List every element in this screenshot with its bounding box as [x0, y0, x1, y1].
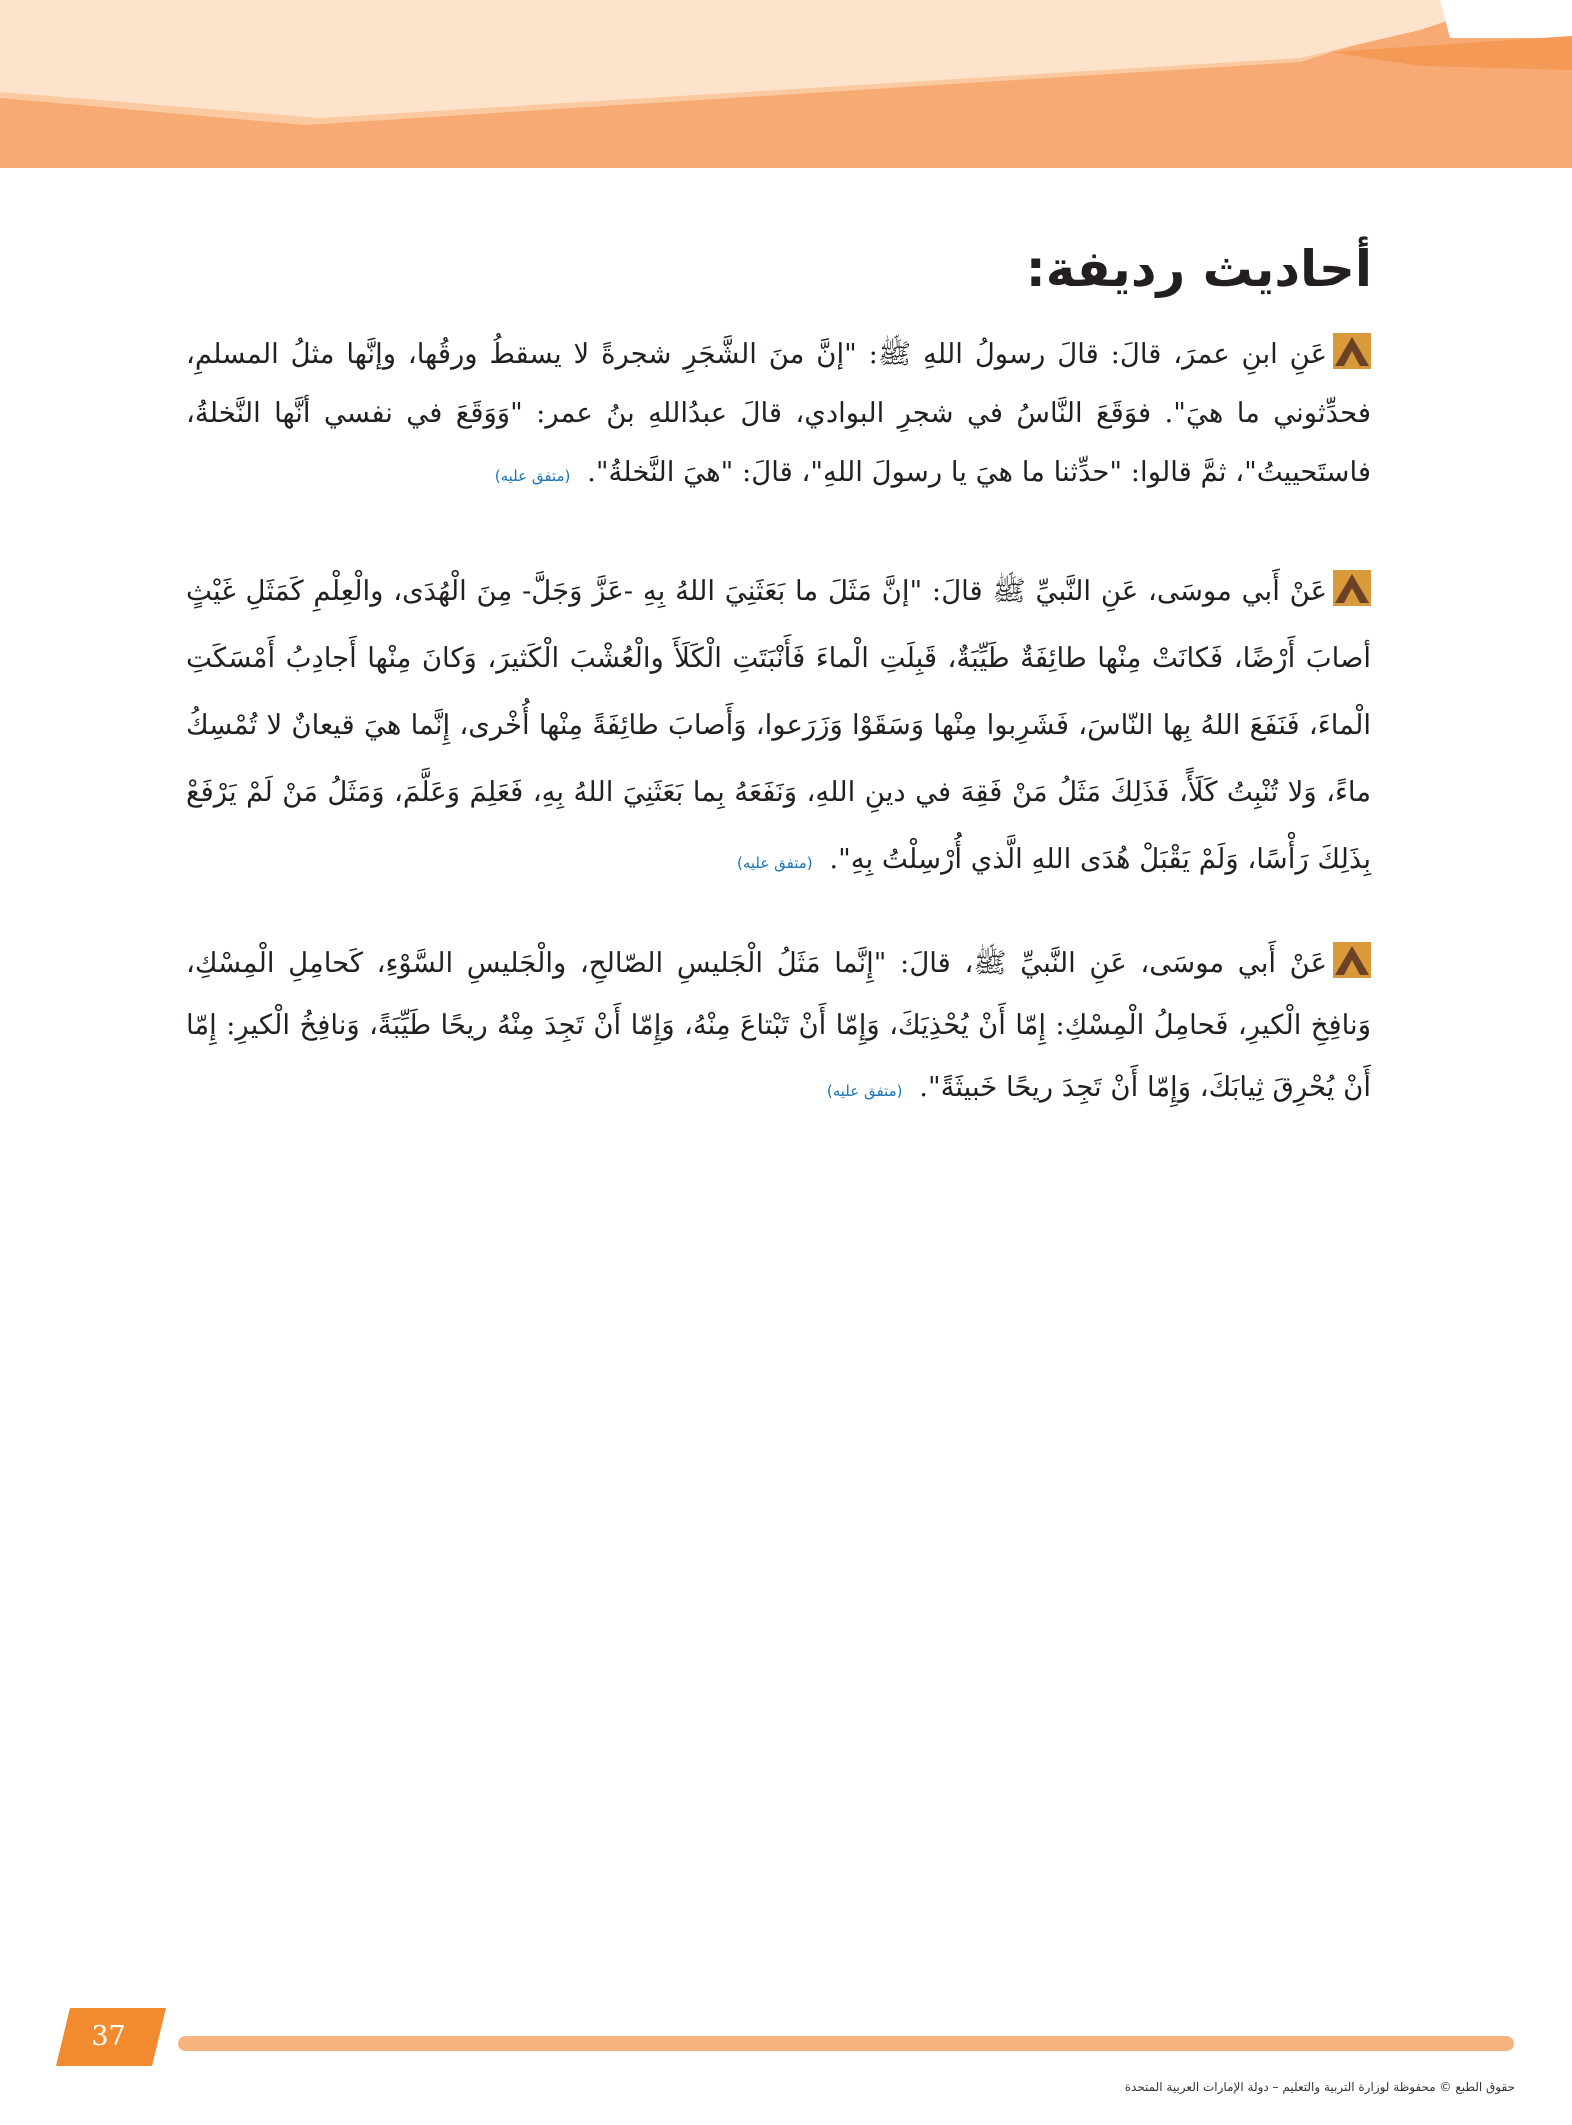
footer-line — [178, 2036, 1514, 2051]
hadith-source: (متفق عليه) — [737, 854, 813, 872]
hadith-paragraph — [186, 325, 1371, 506]
page-number-tab — [56, 2008, 168, 2066]
hadith-paragraph — [186, 558, 1371, 897]
chevron-bullet-icon — [1333, 570, 1371, 606]
hadith-source: (متفق عليه) — [494, 467, 571, 485]
chevron-bullet-icon — [1333, 333, 1371, 369]
copyright-notice: حقوق الطبع © محفوظة لوزارة التربية والتعليم – دولة الإمارات العربية المتحدة — [1124, 2080, 1515, 2094]
hadith-text: عَنْ أَبي موسَى، عَنِ النَّبيِّ ﷺ قالَ: "إنَّ مَثَلَ ما بَعَثَنِيَ اللهُ بِهِ -عَزَّ وَجَلَّ- مِنَ الْهُدَى، والْعِلْمِ كَمَثَلِ غَيْثٍ أصابَ أَرْضًا، فَكانَتْ مِنْها طائِفَةٌ طَيِّبَةٌ، قَبِلَتِ الْماءَ فَأَنْبَتَتِ الْكَلَأَ والْعُشْبَ الْكَثيرَ، وَكانَ مِنْها أَجادِبُ أَمْسَكَتِ الْماءَ، فَنَفَعَ اللهُ بِها النّاسَ، فَشَرِبوا مِنْها وَسَقَوْا وَزَرَعوا، وَأَصابَ طائِفَةً مِنْها أُخْرى، إِنَّما هيَ قيعانٌ لا تُمْسِكُ ماءً، وَلا تُنْبِتُ كَلَأً، فَذَلِكَ مَثَلُ مَنْ فَقِهَ في دينِ اللهِ، وَنَفَعَهُ بِما بَعَثَنِيَ اللهُ بِهِ، فَعَلِمَ وَعَلَّمَ، وَمَثَلُ مَنْ لَمْ يَرْفَعْ بِذَلِكَ رَأْسًا، وَلَمْ يَقْبَلْ هُدَى اللهِ الَّذي أُرْسِلْتُ بِهِ". — [186, 575, 1371, 875]
header-decoration — [0, 0, 1572, 168]
hadith-text: عَنْ أَبي موسَى، عَنِ النَّبيِّ ﷺ، قالَ: "إِنَّما مَثَلُ الْجَليسِ الصّالحِ، والْجَليسِ السَّوْءِ، كَحامِلِ الْمِسْكِ، وَنافِخِ الْكيرِ، فَحامِلُ الْمِسْكِ: إِمّا أَنْ يُحْذِيَكَ، وَإِمّا أَنْ تَبْتاعَ مِنْهُ، وَإِمّا أَنْ تَجِدَ مِنْهُ ريحًا طَيِّبَةً، وَنافِخُ الْكيرِ: إِمّا أَنْ يُحْرِقَ ثِيابَكَ، وَإِمّا أَنْ تَجِدَ ريحًا خَبيثَةً". — [186, 947, 1371, 1103]
page-number: 37 — [91, 2021, 126, 2052]
hadith-text: عَنِ ابنِ عمرَ، قالَ: قالَ رسولُ اللهِ ﷺ: "إنَّ منَ الشَّجَرِ شجرةً لا يسقطُ ورقُها، وإنَّها مثلُ المسلمِ، فحدِّثوني ما هيَ". فوَقَعَ النَّاسُ في شجرِ البوادي، قالَ عبدُاللهِ بنُ عمر: "وَوَقَعَ في نفسي أنَّها النَّخلةُ، فاستَحييتُ"، ثمَّ قالوا: "حدِّثنا ما هيَ يا رسولَ اللهِ"، قالَ: "هيَ النَّخلةُ". — [186, 338, 1371, 488]
chevron-bullet-icon — [1333, 942, 1371, 978]
hadith-source: (متفق عليه) — [826, 1082, 903, 1100]
page-title: أحاديث رديفة: — [1025, 240, 1372, 298]
header-band — [0, 0, 1572, 168]
hadith-paragraph — [186, 932, 1371, 1122]
